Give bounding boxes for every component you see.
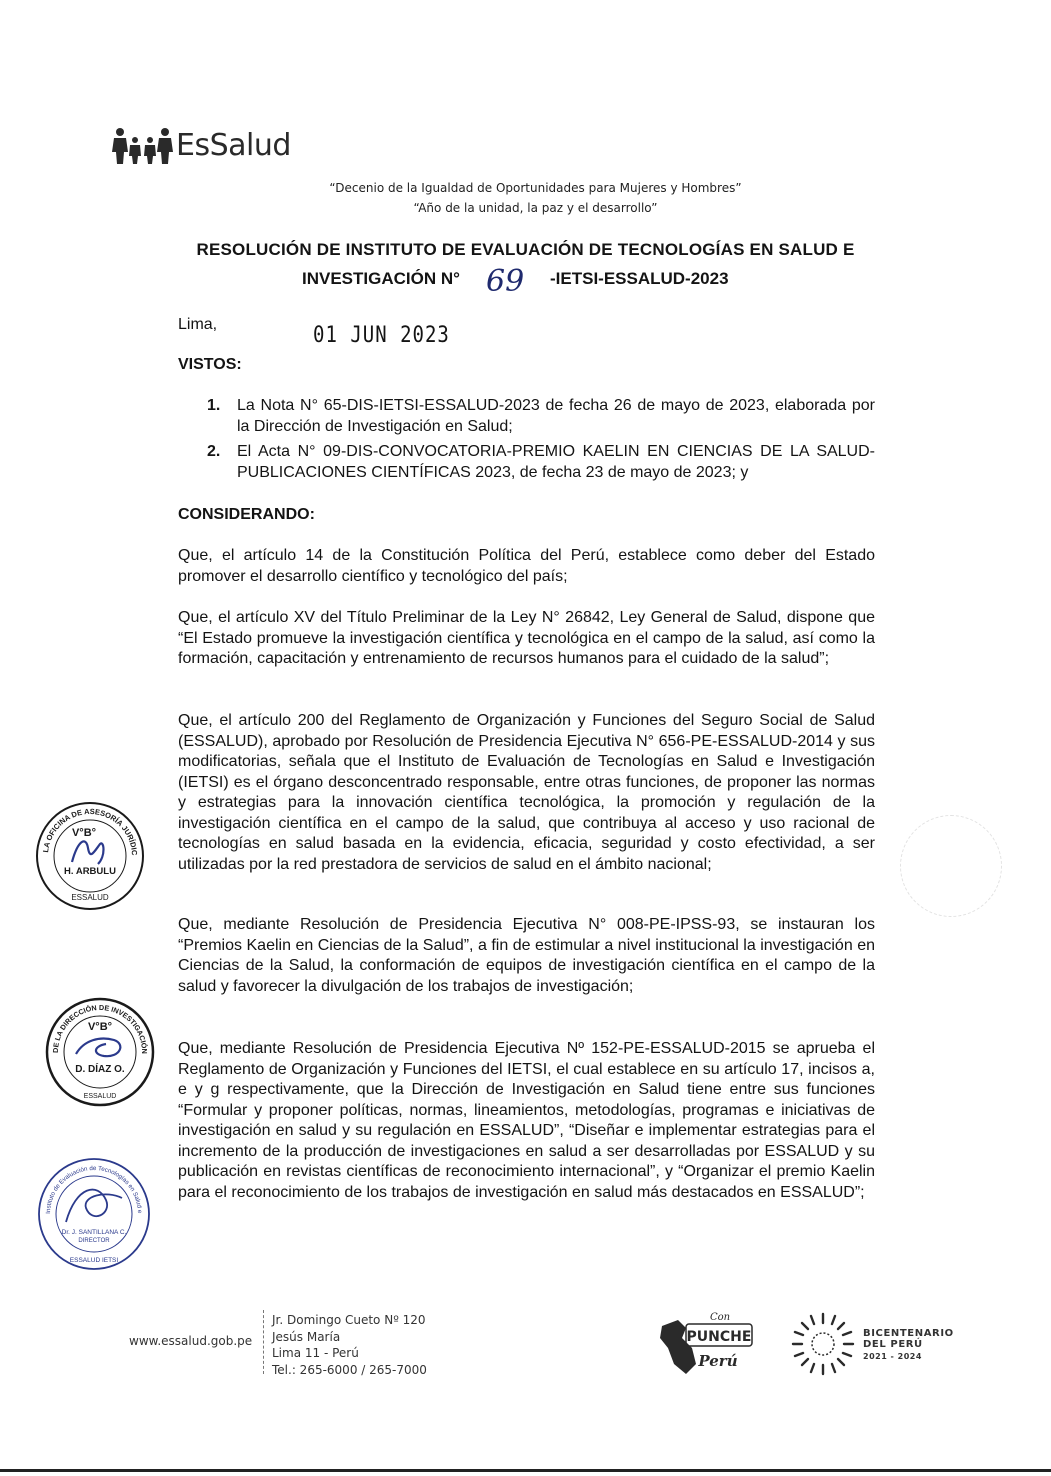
logo-wordmark: EsSalud — [176, 128, 291, 163]
svg-text:Perú: Perú — [698, 1352, 738, 1370]
footer-divider — [263, 1310, 265, 1374]
footer-website[interactable]: www.essalud.gob.pe — [129, 1334, 253, 1348]
svg-text:H. ARBULU: H. ARBULU — [64, 866, 116, 877]
bicentenario-line: BICENTENARIO — [863, 1328, 954, 1339]
vistos-heading: VISTOS: — [178, 356, 242, 373]
faint-stamp-mark — [900, 815, 1002, 917]
stamp-seal-icon — [34, 800, 146, 912]
address-line: Jr. Domingo Cueto Nº 120 — [272, 1313, 426, 1327]
svg-text:ESSALUD: ESSALUD — [83, 1093, 117, 1100]
svg-text:V°B°: V°B° — [87, 1021, 113, 1033]
stamp-seal-icon — [44, 996, 156, 1108]
handwritten-number: 69 — [486, 264, 525, 299]
svg-text:DIRECTOR: DIRECTOR — [78, 1238, 110, 1244]
bicentenario-line: DEL PERÚ — [863, 1339, 923, 1350]
approval-stamp-research — [44, 996, 156, 1108]
bicentenario-sun-icon — [790, 1311, 856, 1377]
year-motto: “Año de la unidad, la paz y el desarrollo” — [413, 201, 658, 215]
decenio-header — [0, 178, 1051, 218]
approval-stamp-director — [36, 1156, 152, 1272]
address-line: Tel.: 265-6000 / 265-7000 — [272, 1362, 427, 1377]
svg-text:D. DÍAZ O.: D. DÍAZ O. — [75, 1064, 125, 1075]
svg-text:JEFE DE LA OFICINA DE ASESORÍA: LA OFICINA DE ASESORÍA JURÍDIC — [41, 806, 140, 856]
svg-text:PUNCHE: PUNCHE — [686, 1329, 752, 1345]
list-item — [207, 396, 875, 437]
paragraph: Que, el artículo 14 de la Constitución Política del Perú, establece como deber del Estado promover el desarrollo científico y tecnológico del país; — [178, 547, 875, 585]
svg-text:ESSALUD: ESSALUD — [71, 893, 109, 902]
address-line: Lima 11 - Perú — [272, 1346, 359, 1360]
resolution-title-suffix: -IETSI-ESSALUD-2023 — [550, 269, 729, 288]
paragraph: Que, el artículo 200 del Reglamento de Organización y Funciones del Seguro Social de Salud (ESSALUD), aprobado por Resolución de Presidencia Ejecutiva N° 656-PE-ESSALUD-2014 y sus modificatorias, señala que el Instituto de Evaluación de Tecnologías en Salud e Investigación (IETSI) es el órgano desconcentrado responsable, entre otras funciones, de proponer las normas y estrategias para la innovación científica tecnológica, la promoción y regulación de la investigación científica en el campo de la salud, que contribuya al acceso y uso racional de tecnologías en salud basada en la evidencia, eficacia, seguridad y costo efectividad, a ser utilizadas por la red prestadora de servicios de salud en el ámbito nacional; — [178, 712, 875, 873]
page-bottom-rule — [0, 1469, 1051, 1472]
svg-text:Dirección del Instituto de Eva: Instituto de Evaluación de Tecnologías en Salud e — [44, 1164, 144, 1214]
list-text: El Acta N° 09-DIS-CONVOCATORIA-PREMIO KAELIN EN CIENCIAS DE LA SALUD-PUBLICACIONES CIENTÍFICAS 2023, de fecha 23 de mayo de 2023; y — [237, 443, 875, 481]
approval-stamp-legal — [34, 800, 146, 912]
decenio-line: “Decenio de la Igualdad de Oportunidades para Mujeres y Hombres” — [329, 181, 742, 195]
resolution-title-prefix: INVESTIGACIÓN N° — [302, 269, 460, 288]
svg-text:V°B°: V°B° — [71, 827, 97, 839]
bicentenario-years: 2021 - 2024 — [863, 1352, 922, 1361]
svg-text:Dr. J. SANTILLANA C.: Dr. J. SANTILLANA C. — [61, 1229, 127, 1236]
svg-text:ESSALUD IETSI: ESSALUD IETSI — [69, 1257, 119, 1264]
date-stamp: 01 JUN 2023 — [313, 322, 450, 348]
paragraph: Que, mediante Resolución de Presidencia Ejecutiva N° 008-PE-IPSS-93, se instauran los “Premios Kaelin en Ciencias de la Salud”, a fin de estimular a nivel institucional la investigación en Ciencias de la Salud, la conformación de equipos de investigación científica en el campo de la salud y favorecer la divulgación de los trabajos de investigación; — [178, 916, 875, 995]
list-item — [207, 442, 875, 483]
bicentenario-label — [863, 1328, 954, 1361]
peru-map-icon — [656, 1308, 768, 1380]
paragraph: Que, el artículo XV del Título Preliminar de la Ley N° 26842, Ley General de Salud, dispone que “El Estado promueve la investigación científica y tecnológica en el campo de la salud, así como la formación, capacitación y entrenamiento de recursos humanos para el cuidado de la salud”; — [178, 609, 875, 667]
list-number: 1. — [207, 397, 221, 414]
place: Lima, — [178, 316, 218, 333]
list-text: La Nota N° 65-DIS-IETSI-ESSALUD-2023 de fecha 26 de mayo de 2023, elaborada por la Dirección de Investigación en Salud; — [237, 397, 875, 435]
con-punche-peru-logo — [656, 1308, 768, 1380]
svg-text:GERENCIA DE LA DIRECCIÓN DE IN: DE LA DIRECCIÓN DE INVESTIGACIÓN — [50, 1002, 150, 1054]
essalud-logo — [110, 120, 291, 166]
svg-text:Con: Con — [710, 1312, 731, 1323]
stamp-seal-icon — [36, 1156, 152, 1272]
considerando-heading: CONSIDERANDO: — [178, 506, 315, 523]
family-figures-icon — [110, 126, 174, 166]
list-number: 2. — [207, 443, 221, 460]
paragraph: Que, mediante Resolución de Presidencia Ejecutiva Nº 152-PE-ESSALUD-2015 se aprueba el Reglamento de Organización y Funciones del IETSI, el cual establece en su artículo 17, incisos a, e y g respectivamente, que la Dirección de Investigación en Salud tiene entre sus funciones “Formular y proponer políticas, normas, lineamientos, metodologías, programas e iniciativas de investigación en salud y su regulación en ESSALUD”, “Diseñar e implementar estrategias para el incremento de la producción de investigaciones en salud a ser desarrolladas por ESSALUD y su publicación en revistas científicas de reconocimiento internacional”, y “Organizar el premio Kaelin para el reconocimiento de los trabajos de investigación en salud más destacados en ESSALUD”; — [178, 1040, 875, 1201]
resolution-title: RESOLUCIÓN DE INSTITUTO DE EVALUACIÓN DE TECNOLOGÍAS EN SALUD E — [196, 240, 855, 259]
address-line: Jesús María — [272, 1329, 341, 1344]
footer-address — [272, 1312, 427, 1378]
